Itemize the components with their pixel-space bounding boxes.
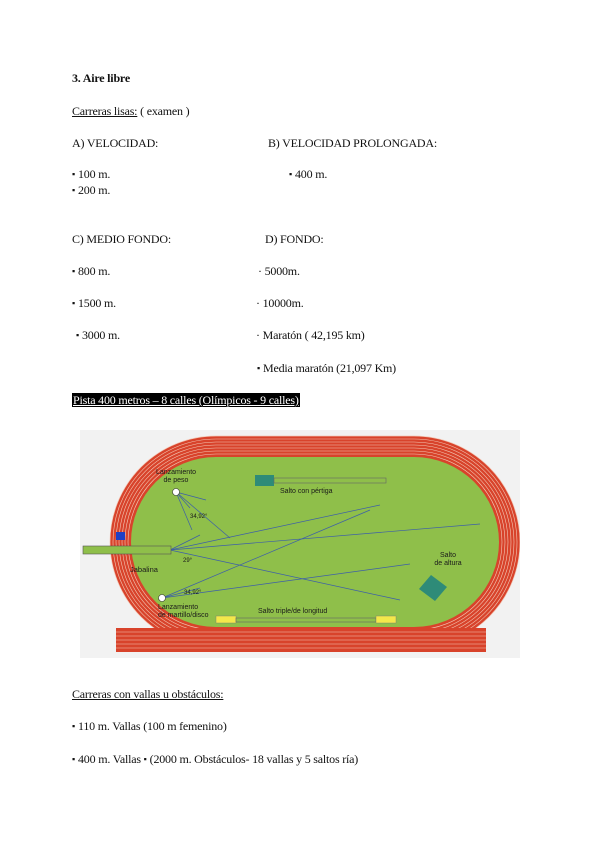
javelin-runway (83, 546, 171, 554)
group-a-item: ▪ 200 m. (72, 183, 110, 198)
flat-races-label: Carreras lisas: (72, 104, 138, 118)
track-diagram (80, 430, 520, 658)
pole-vault-label: Salto con pértiga (280, 488, 333, 495)
hurdles-item: ▪ (2000 m. Obstáculos- 18 vallas y 5 saltos ría) (144, 752, 358, 766)
hurdles-item: ▪ 400 m. Vallas (72, 752, 141, 766)
hammer-label-line1: Lanzamiento (158, 604, 199, 611)
angle-shot-label: 34,92° (190, 514, 208, 520)
hammer-circle (159, 595, 166, 602)
group-d-item: · 5000m. (258, 264, 300, 278)
group-c-item: ▪ 1500 m. (72, 296, 116, 311)
group-d-item: · 10000m. (256, 296, 304, 310)
group-b-item: ▪ 400 m. (289, 167, 327, 182)
hammer-label-line2: de martillo/disco (158, 612, 209, 619)
group-a-title: A) VELOCIDAD: (72, 136, 159, 150)
hurdles-item-row (72, 752, 358, 767)
high-jump-label-line1: Salto (440, 552, 456, 559)
flat-races-note: ( examen ) (140, 104, 190, 118)
shot-put-label-line1: Lanzamiento (155, 469, 197, 476)
shot-put-label-line2: de peso (163, 477, 189, 484)
javelin-label: Jabalina (130, 565, 158, 574)
hurdles-item: ▪ 110 m. Vallas (100 m femenino) (72, 719, 227, 734)
track-svg (80, 430, 520, 658)
angle-hammer-label: 34,92° (184, 590, 202, 596)
angle-javelin-label: 29° (183, 558, 193, 564)
start-marker (116, 532, 125, 540)
group-c-item: ▪ 3000 m. (76, 328, 120, 343)
jump-pit-right (376, 616, 396, 623)
group-d-item: · Maratón ( 42,195 km) (256, 328, 365, 342)
shot-put-circle (173, 489, 180, 496)
track-caption: Pista 400 metros – 8 calles (Olímpicos - 9 calles) (73, 393, 299, 407)
group-d-item: ▪ Media maratón (21,097 Km) (257, 361, 396, 376)
flat-races-heading (72, 104, 189, 118)
pole-vault-runway (274, 478, 386, 483)
group-c-title: C) MEDIO FONDO: (72, 232, 172, 246)
group-c-item: ▪ 800 m. (72, 264, 110, 279)
group-b-title: B) VELOCIDAD PROLONGADA: (268, 136, 437, 150)
high-jump-label-line2: de altura (434, 560, 462, 567)
section-title: 3. Aire libre (72, 71, 130, 85)
pole-vault-pit (255, 475, 274, 486)
group-a-item: ▪ 100 m. (72, 167, 110, 182)
triple-long-label: Salto triple/de longitud (258, 608, 328, 615)
group-d-title: D) FONDO: (265, 232, 324, 246)
jump-pit-left (216, 616, 236, 623)
jump-runway (236, 618, 376, 622)
hurdles-heading: Carreras con vallas u obstáculos: (72, 687, 224, 701)
